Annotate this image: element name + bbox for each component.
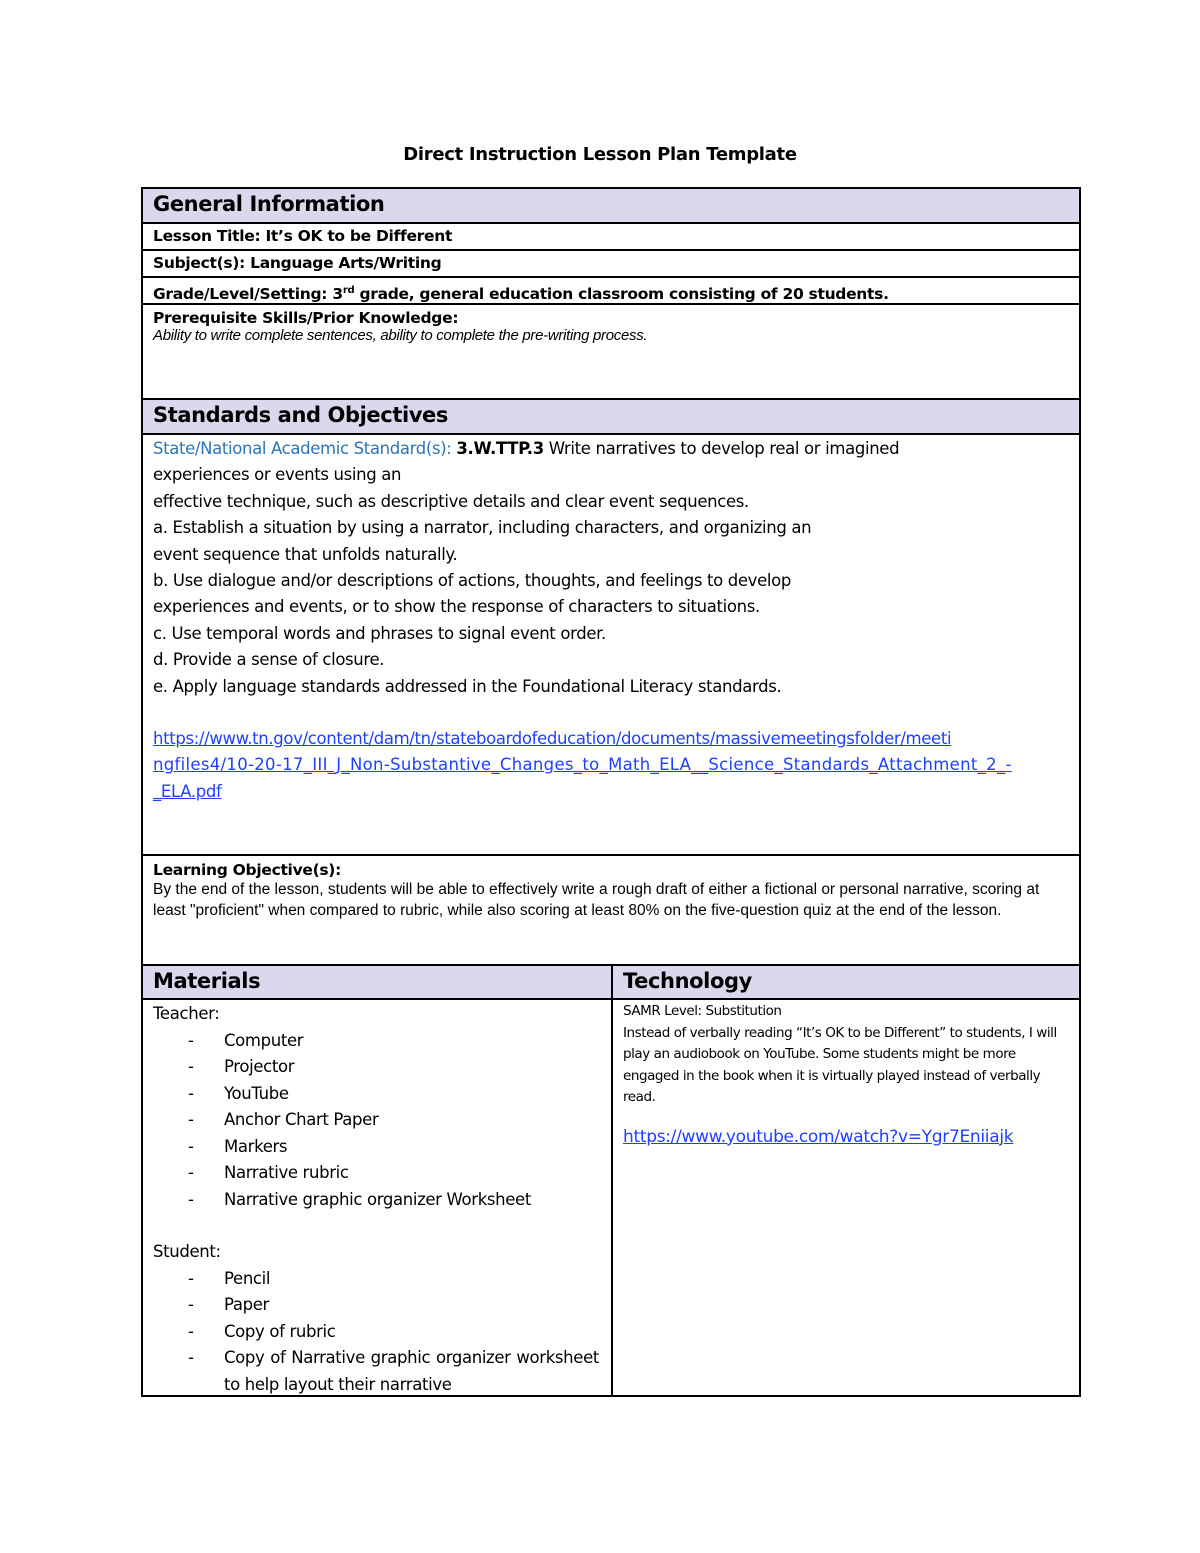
standards-link-line[interactable]: ngfiles4/10-20-17_III_J_Non-Substantive_Changes_to_Math_ELA__Science_Standards_Attachment_2_- [153,755,1012,775]
teacher-label: Teacher: [153,1004,220,1023]
learning-objectives-label: Learning Objective(s): [153,861,341,879]
prerequisite-label: Prerequisite Skills/Prior Knowledge: [153,309,459,327]
list-item: - Projector [153,1054,601,1081]
lesson-plan-table [141,187,1081,1397]
technology-header: Technology [613,966,1079,998]
standard-text-line: experiences or events using an [153,465,402,485]
technology-description: Instead of verbally reading “It’s OK to be Different” to students, I will play an audiobook on YouTube. Some students might be more engaged in the book when it is virtually played instead of verbally read. [623,1024,1057,1105]
list-item: - Copy of rubric [153,1319,601,1346]
list-item: - Narrative rubric [153,1160,601,1187]
standard-text-line: d. Provide a sense of closure. [153,650,385,670]
document-title: Direct Instruction Lesson Plan Template [403,144,797,165]
standard-label: State/National Academic Standard(s): [153,439,452,458]
standard-text-line: experiences and events, or to show the response of characters to situations. [153,597,760,617]
student-materials-list [153,1266,601,1399]
lesson-title-label: Lesson Title: [153,227,261,245]
grade-row [141,278,1081,305]
prerequisite-row [141,305,1081,400]
grade-number: 3 [332,285,343,304]
standard-code: 3.W.TTP.3 [456,439,544,458]
grade-description: grade, general education classroom consisting of 20 students. [359,285,889,304]
subject-label: Subject(s): [153,254,246,272]
standard-line-first [153,436,1069,462]
prerequisite-text: Ability to write complete sentences, ability to complete the pre-writing process. [153,327,648,344]
list-item: - Computer [153,1028,601,1055]
standard-text-line: Write narratives to develop real or imagined [548,439,900,458]
materials-technology-row [141,1000,1081,1397]
standard-text-line: event sequence that unfolds naturally. [153,544,458,564]
subject-value: Language Arts/Writing [250,254,442,272]
standards-objectives-header: Standards and Objectives [141,400,1081,435]
list-item: - Markers [153,1134,601,1161]
materials-technology-header-row [141,966,1081,1000]
list-item: - Narrative graphic organizer Worksheet [153,1187,601,1214]
standard-text-line: effective technique, such as descriptive details and clear event sequences. [153,491,749,511]
standard-text-line: a. Establish a situation by using a narrator, including characters, and organizing an [153,518,812,538]
standard-text-line: e. Apply language standards addressed in the Foundational Literacy standards. [153,676,782,696]
technology-cell [613,1000,1079,1395]
general-information-header: General Information [141,187,1081,224]
samr-level: SAMR Level: Substitution [623,1003,782,1019]
youtube-link[interactable]: https://www.youtube.com/watch?v=Ygr7Eniiajk [623,1126,1014,1147]
learning-objectives-cell [141,856,1081,966]
lesson-title-value: It’s OK to be Different [265,227,453,245]
grade-superscript: rd [342,285,355,296]
standards-link[interactable] [153,726,1069,805]
lesson-title-row [141,224,1081,251]
subject-row [141,251,1081,278]
materials-cell [143,1000,613,1395]
list-item: - Anchor Chart Paper [153,1107,601,1134]
standard-text-line: b. Use dialogue and/or descriptions of actions, thoughts, and feelings to develop [153,571,791,591]
standards-cell [141,435,1081,856]
standards-link-line[interactable]: https://www.tn.gov/content/dam/tn/stateboardofeducation/documents/massivemeetingsfolder/meeti [153,729,952,749]
list-item: - Copy of Narrative graphic organizer worksheet to help layout their narrative [153,1345,601,1398]
standard-text-line: c. Use temporal words and phrases to signal event order. [153,623,606,643]
grade-label: Grade/Level/Setting: [153,285,328,304]
teacher-materials-list [153,1028,601,1214]
list-item: - Pencil [153,1266,601,1293]
list-item: - YouTube [153,1081,601,1108]
student-label: Student: [153,1242,221,1261]
materials-header: Materials [143,966,613,998]
list-item: - Paper [153,1292,601,1319]
learning-objectives-text: By the end of the lesson, students will be able to effectively write a rough draft of either a fictional or personal narrative, scoring at least "proficient" when compared to rubric, while also scoring at least 80% on the five-question quiz at the end of the lesson. [153,881,1040,919]
standards-link-line[interactable]: _ELA.pdf [153,781,222,801]
